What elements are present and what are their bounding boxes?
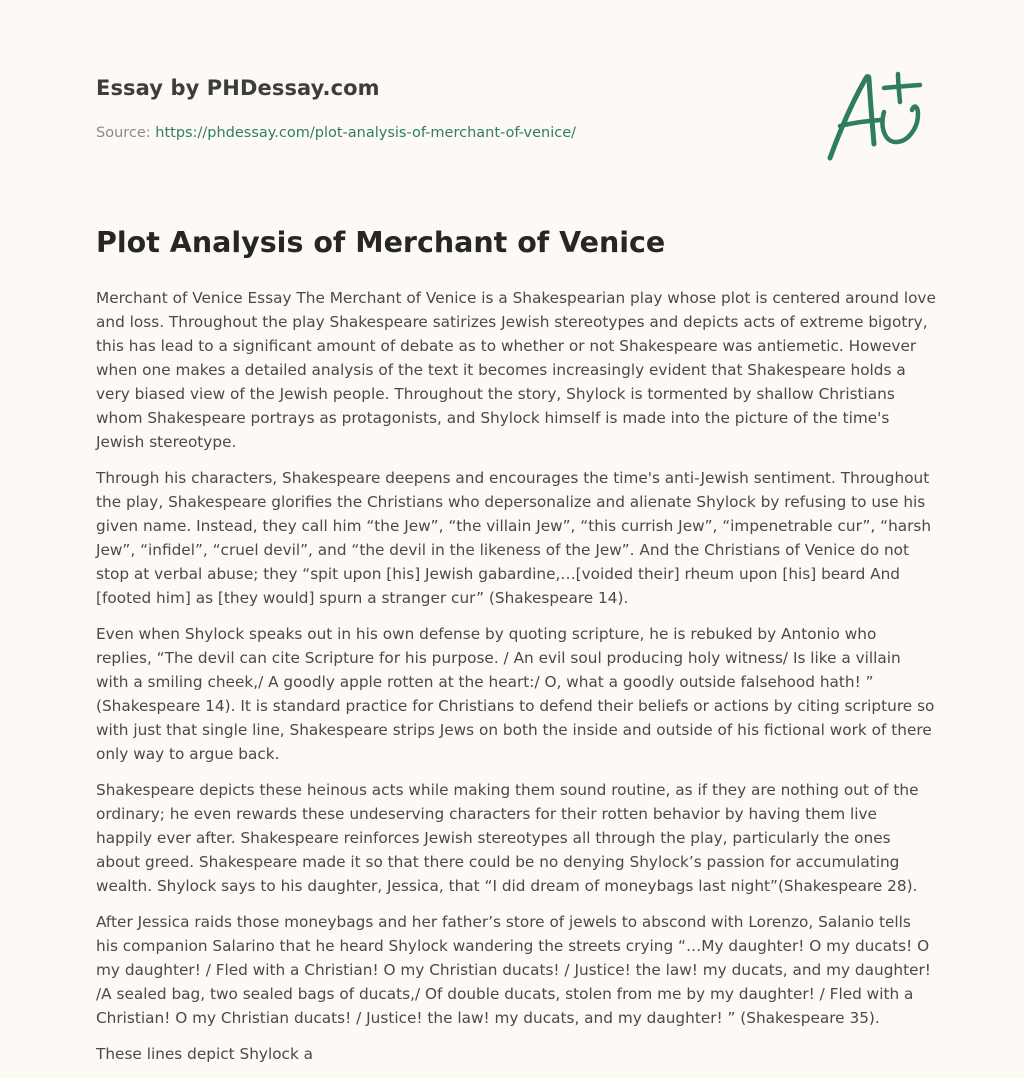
essay-body — [96, 286, 936, 1078]
essay-paragraph: Merchant of Venice Essay The Merchant of Venice is a Shakespearian play whose plot is centered around love and loss. Throughout the play Shakespeare satirizes Jewish stereotypes and depicts acts of extreme bigotry, this has lead to a significant amount of debate as to whether or not Shakespeare was antiemetic. However when one makes a detailed analysis of the text it becomes increasingly evident that Shakespeare holds a very biased view of the Jewish people. Throughout the story, Shylock is tormented by shallow Christians whom Shakespeare portrays as protagonists, and Shylock himself is made into the picture of the time's Jewish stereotype. — [96, 289, 936, 451]
essay-paragraph: Shakespeare depicts these heinous acts while making them sound routine, as if they are nothing out of the ordinary; he even rewards these undeserving characters for their rotten behavior by having them live happily ever after. Shakespeare reinforces Jewish stereotypes all through the play, particularly the ones about greed. Shakespeare made it so that there could be no denying Shylock’s passion for accumulating wealth. Shylock says to his daughter, Jessica, that “I did dream of moneybags last night”(Shakespeare 28). — [96, 781, 919, 895]
source-link[interactable]: https://phdessay.com/plot-analysis-of-merchant-of-venice/ — [155, 125, 577, 141]
source-line — [96, 125, 576, 141]
source-label: Source: — [96, 125, 156, 141]
essay-title: Plot Analysis of Merchant of Venice — [96, 226, 666, 259]
essay-paragraph-truncated: These lines depict Shylock a — [96, 1045, 314, 1063]
site-brand: Essay by PHDessay.com — [96, 76, 380, 100]
essay-paragraph: Even when Shylock speaks out in his own defense by quoting scripture, he is rebuked by Antonio who replies, “The devil can cite Scripture for his purpose. / An evil soul producing holy witness/ Is like a villain with a smiling cheek,/ A goodly apple rotten at the heart:/ O, what a goodly outside falsehood hath! ” (Shakespeare 14). It is standard practice for Christians to defend their beliefs or actions by citing scripture so with just that single line, Shakespeare strips Jews on both the inside and outside of his fictional work of there only way to argue back. — [96, 625, 935, 763]
a-plus-logo-icon — [822, 66, 930, 166]
essay-paragraph: After Jessica raids those moneybags and her father’s store of jewels to abscond with Lorenzo, Salanio tells his companion Salarino that he heard Shylock wandering the streets crying “…My daughter! O my ducats! O my daughter! / Fled with a Christian! O my Christian ducats! / Justice! the law! my ducats, and my daughter! /A sealed bag, two sealed bags of ducats,/ Of double ducats, stolen from me by my daughter! / Fled with a Christian! O my Christian ducats! / Justice! the law! my ducats, and my daughter! ” (Shakespeare 35). — [96, 913, 931, 1027]
essay-paragraph: Through his characters, Shakespeare deepens and encourages the time's anti-Jewish sentiment. Throughout the play, Shakespeare glorifies the Christians who depersonalize and alienate Shylock by refusing to use his given name. Instead, they call him “the Jew”, “the villain Jew”, “this currish Jew”, “impenetrable cur”, “harsh Jew”, “infidel”, “cruel devil”, and “the devil in the likeness of the Jew”. And the Christians of Venice do not stop at verbal abuse; they “spit upon [his] Jewish gabardine,…[voided their] rheum upon [his] beard And [footed him] as [they would] spurn a stranger cur” (Shakespeare 14). — [96, 469, 932, 607]
